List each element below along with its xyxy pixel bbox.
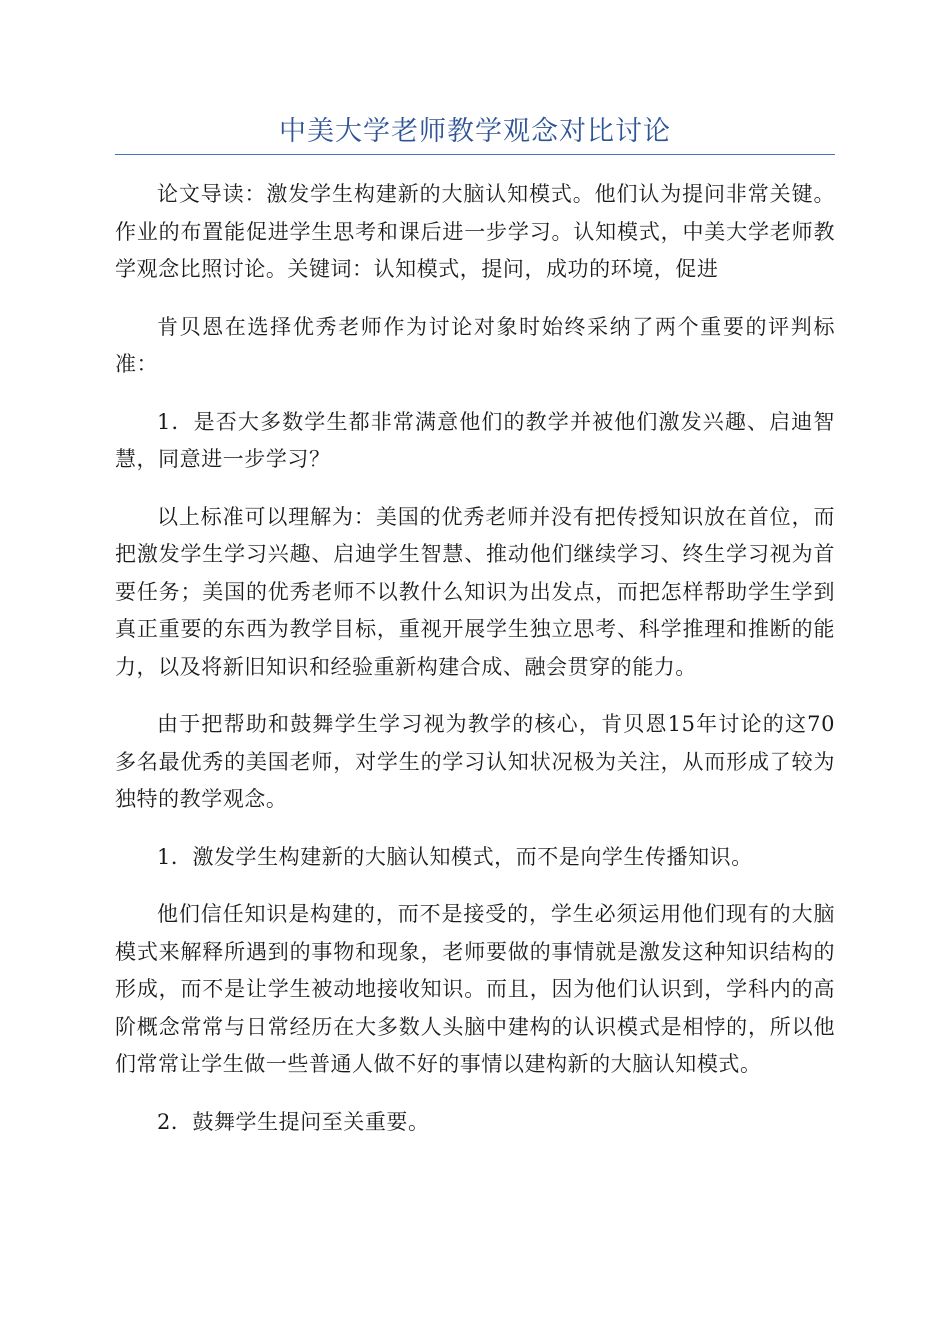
paragraph-criteria-intro: 肯贝恩在选择优秀老师作为讨论对象时始终采纳了两个重要的评判标准：: [115, 314, 835, 376]
document-body: [115, 176, 835, 1161]
paragraph-criterion-1: 1．是否大多数学生都非常满意他们的教学并被他们激发兴趣、启迪智慧，同意进一步学习？: [115, 409, 835, 471]
title-underline: [115, 154, 835, 155]
paragraph-point-2: 2．鼓舞学生提问至关重要。: [157, 1109, 430, 1134]
document-title: 中美大学老师教学观念对比讨论: [279, 116, 671, 147]
paragraph-criteria-explanation: 以上标准可以理解为：美国的优秀老师并没有把传授知识放在首位，而把激发学生学习兴趣、启迪学生智慧、推动他们继续学习、终生学习视为首要任务；美国的优秀老师不以教什么知识为出发点，而把怎样帮助学生学到真正重要的东西为教学目标，重视开展学生独立思考、科学推理和推断的能力，以及将新旧知识和经验重新构建合成、融会贯穿的能力。: [115, 504, 835, 679]
paragraph-point-1: 1．激发学生构建新的大脑认知模式，而不是向学生传播知识。: [157, 844, 753, 869]
paragraph-abstract: 论文导读：激发学生构建新的大脑认知模式。他们认为提问非常关键。作业的布置能促进学生思考和课后进一步学习。认知模式，中美大学老师教学观念比照讨论。关键词：认知模式，提问，成功的环境，促进: [115, 182, 835, 281]
paragraph-point-1-detail: 他们信任知识是构建的，而不是接受的，学生必须运用他们现有的大脑模式来解释所遇到的事物和现象，老师要做的事情就是激发这种知识结构的形成，而不是让学生被动地接收知识。而且，因为他们认识到，学科内的高阶概念常常与日常经历在大多数人头脑中建构的认识模式是相悖的，所以他们常常让学生做一些普通人做不好的事情以建构新的大脑认知模式。: [115, 902, 835, 1076]
paragraph-teaching-core: 由于把帮助和鼓舞学生学习视为教学的核心，肯贝恩15年讨论的这70多名最优秀的美国老师，对学生的学习认知状况极为关注，从而形成了较为独特的教学观念。: [115, 712, 835, 811]
